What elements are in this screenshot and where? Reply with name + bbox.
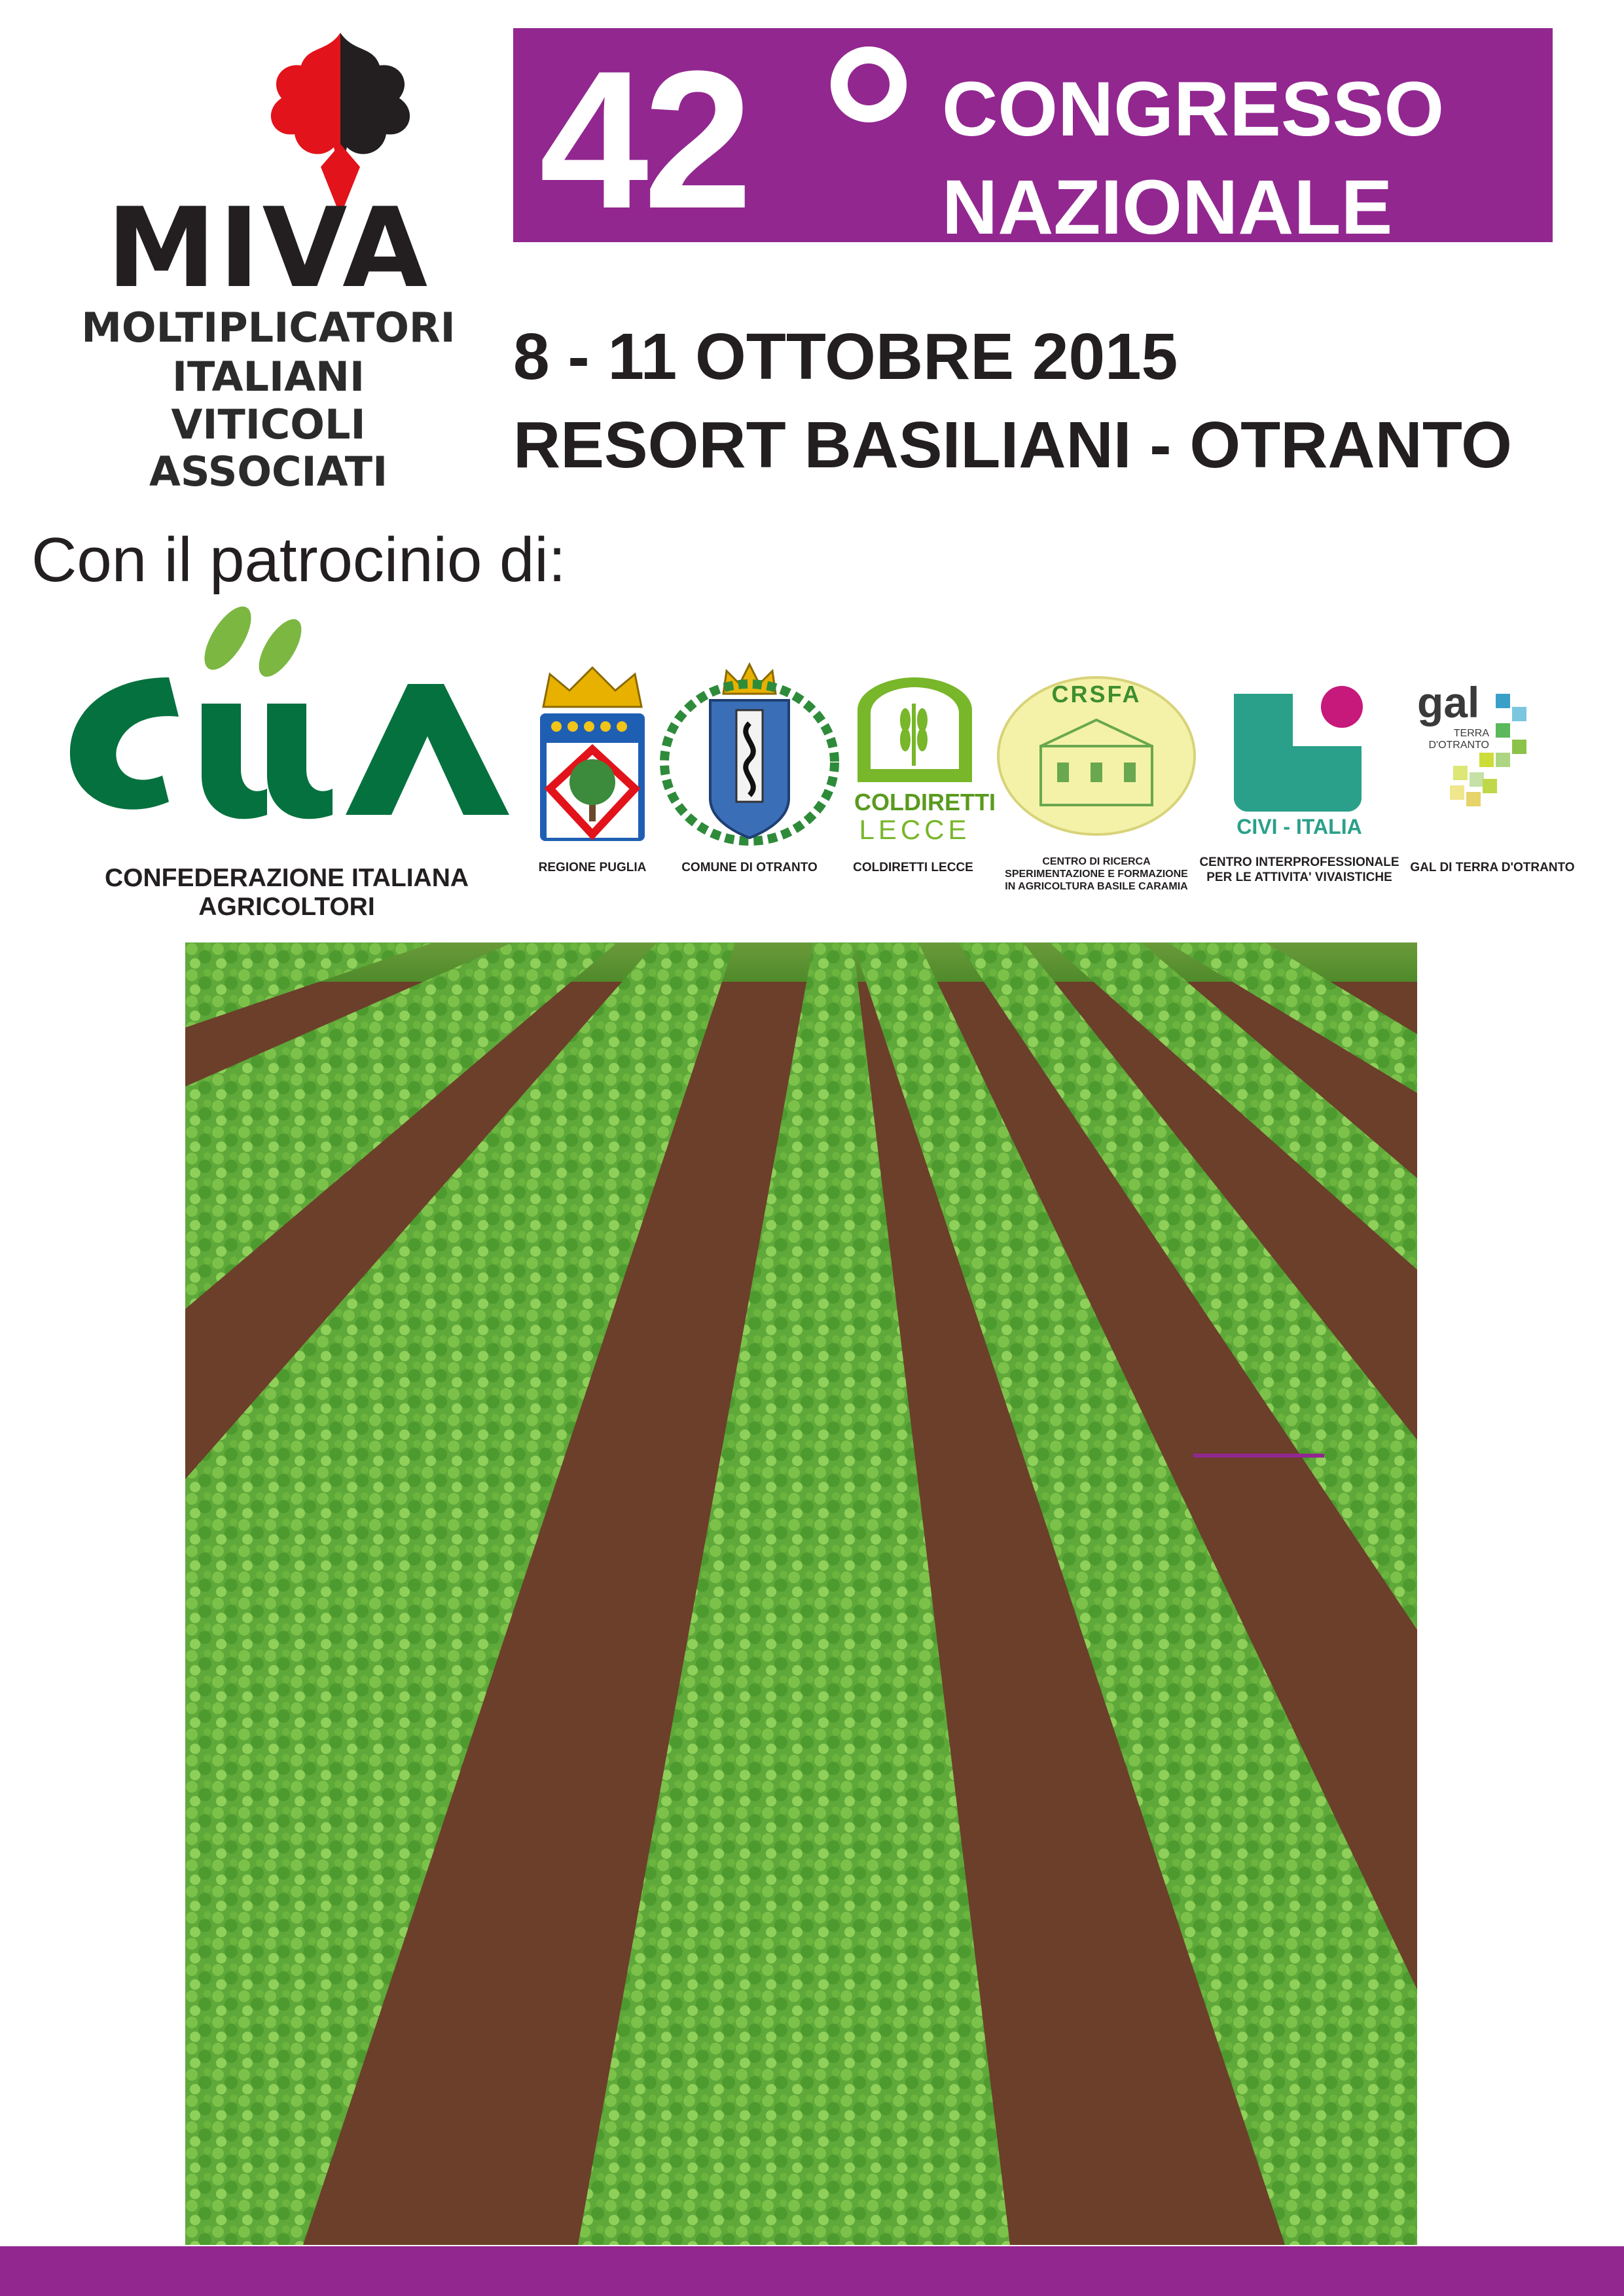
gal-logo <box>1414 678 1545 821</box>
banner-line-1: CONGRESSO <box>942 66 1445 152</box>
civi-italia-logo <box>1231 681 1368 844</box>
coldiretti-lecce-text: LECCE <box>859 814 971 845</box>
congress-number: 42 <box>539 29 748 249</box>
civi-caption: CENTRO INTERPROFESSIONALE PER LE ATTIVITA' VIVAISTICHE <box>1199 855 1399 884</box>
wheat-icon <box>854 671 975 789</box>
event-venue: RESORT BASILIANI - OTRANTO <box>513 408 1512 482</box>
comune-otranto-crest-icon <box>655 661 844 848</box>
cia-logo <box>51 605 522 834</box>
miva-acronym: MIVA <box>106 184 431 312</box>
gal-subtitle: TERRA D'OTRANTO <box>1428 728 1489 751</box>
crsfa-caption: CENTRO DI RICERCA SPERIMENTAZIONE E FORMAZIONE IN AGRICOLTURA BASILE CARAMIA <box>1005 856 1188 893</box>
crsfa-text: CRSFA <box>1051 681 1142 708</box>
miva-line-1: MOLTIPLICATORI <box>81 304 456 351</box>
civi-text: CIVI - ITALIA <box>1236 815 1362 838</box>
gal-caption: GAL DI TERRA D'OTRANTO <box>1410 861 1575 874</box>
degree-sign-icon <box>831 46 907 122</box>
vineyard-nursery-photo <box>185 942 1417 2245</box>
miva-logo <box>39 26 484 495</box>
event-dates: 8 - 11 OTTOBRE 2015 <box>513 320 1178 393</box>
gal-text: gal <box>1417 678 1480 726</box>
miva-line-3: VITICOLI <box>171 401 366 448</box>
congress-banner <box>513 28 1553 251</box>
regione-puglia-crest-icon <box>537 661 648 844</box>
crsfa-logo <box>995 674 1198 838</box>
coldiretti-text: COLDIRETTI <box>854 789 996 816</box>
coldiretti-caption: COLDIRETTI LECCE <box>853 861 973 874</box>
banner-line-2: NAZIONALE <box>942 164 1393 251</box>
regione-puglia-caption: REGIONE PUGLIA <box>538 861 647 874</box>
cia-caption: CONFEDERAZIONE ITALIANA AGRICOLTORI <box>104 864 469 921</box>
miva-line-2: ITALIANI <box>171 353 365 401</box>
miva-line-4: ASSOCIATI <box>149 448 388 495</box>
bottom-bar <box>0 2246 1624 2296</box>
coldiretti-logo <box>854 671 996 848</box>
pixel-mosaic-icon <box>1414 678 1545 821</box>
civi-mark-icon <box>1231 681 1368 812</box>
patronage-heading: Con il patrocinio di: <box>31 525 566 595</box>
comune-otranto-caption: COMUNE DI OTRANTO <box>681 861 818 874</box>
